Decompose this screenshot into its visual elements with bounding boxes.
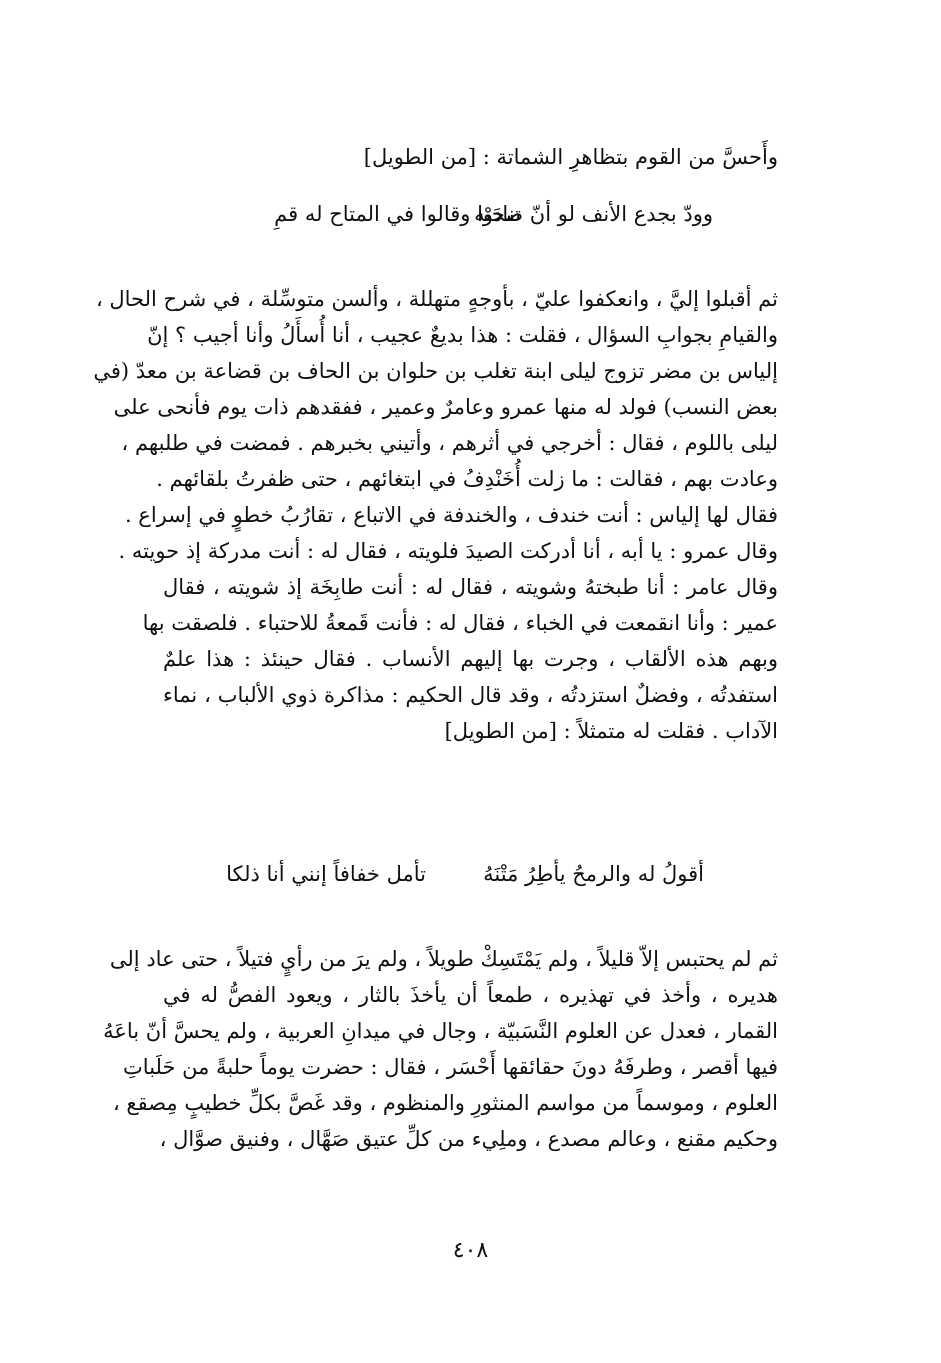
paragraph-1-line: ثم أقبلوا إليَّ ، وانعكفوا عليّ ، بأوجهٍ متهللة ، وألسن متوسِّلة ، في شرح الحال ،	[95, 287, 778, 311]
paragraph-1-line: إلياس بن مضر تزوج ليلى ابنة تغلب بن حلوان بن الحاف بن قضاعة بن معدّ (في	[93, 359, 778, 383]
paragraph-2-line: ثم لم يحتبس إلاّ قليلاً ، ولم يَمْتَسِكْ طويلاً ، ولم يرَ من رأيٍ فتيلاً ، حتى عاد إلى	[109, 947, 778, 971]
paragraph-1-line: وقال عامر : أنا طبختهُ وشويته ، فقال له : أنت طابِخَة إذ شويته ، فقال	[163, 575, 778, 599]
verse-1-first-hemistich: وودّ بجدع الأنف لو أنّ صحبه	[474, 202, 713, 226]
paragraph-2-line: هديره ، وأخذ في تهذيره ، طمعاً أن يأخذَ بالثار ، ويعود الفصُّ له في	[163, 983, 778, 1007]
verse-2-second-hemistich: تأمل خفافاً إنني أنا ذلكا	[226, 862, 426, 886]
paragraph-1-line: وقال عمرو : يا أبه ، أنا أدركت الصيدَ فلويته ، فقال له : أنت مدركة إذ حويته .	[118, 539, 778, 563]
paragraph-2-line: فيها أقصر ، وطرفَهُ دونَ حقائقها أَحْسَر ، فقال : حضرت يوماً حلبةً من حَلَباتِ	[123, 1055, 778, 1079]
paragraph-1-line: وبهم هذه الألقاب ، وجرت بها إليهم الأنساب . فقال حينئذ : هذا علمٌ	[163, 647, 778, 671]
paragraph-2-line: القمار ، فعدل عن العلوم النَّسَبيّة ، وجال في ميدانِ العربية ، ولم يحسَّ أنّ باعَهُ	[103, 1019, 778, 1043]
paragraph-1-line: وعادت بهم ، فقالت : ما زلت أُخَنْدِفُ في ابتغائهم ، حتى ظفرتُ بلقائهم .	[156, 467, 778, 491]
paragraph-1-line: والقيامِ بجوابِ السؤال ، فقلت : هذا بديعٌ عجيب ، أنا أُسأَلُ وأنا أجيب ؟ إنّ	[147, 323, 778, 347]
paragraph-1-line: عمير : وأنا انقمعت في الخباء ، فقال له : فأنت قَمعةُ للاحتباء . فلصقت بها	[142, 611, 778, 635]
paragraph-1-line: ليلى باللوم ، فقال : أخرجي في أثرهم ، وأتيني بخبرهم . فمضت في طلبهم ،	[121, 431, 778, 455]
intro-line: وأَحسَّ من القوم بتظاهرِ الشماتة : [من الطويل]	[363, 145, 778, 169]
paragraph-1-line: بعض النسب) فولد له منها عمرو وعامرٌ وعمير ، ففقدهم ذات يوم فأنحى على	[113, 395, 778, 419]
paragraph-2-line: وحكيم مقنع ، وعالم مصدع ، وملِيء من كلِّ عتيق صَهَّال ، وفنيق صوَّال ،	[159, 1127, 778, 1151]
verse-1-second-hemistich: تنادَوْا وقالوا في المتاح له قمِ	[274, 202, 521, 226]
paragraph-1-line: الآداب . فقلت له متمثلاً : [من الطويل]	[444, 719, 778, 743]
verse-2-first-hemistich: أقولُ له والرمحُ يأطِرُ مَتْنَهُ	[483, 862, 704, 886]
paragraph-1-line: استفدتُه ، وفضلٌ استزدتُه ، وقد قال الحكيم : مذاكرة ذوي الألباب ، نماء	[163, 683, 778, 707]
page-number: ٤٠٨	[452, 1238, 489, 1263]
paragraph-1-line: فقال لها إلياس : أنت خندف ، والخندفة في الاتباع ، تقارُبُ خطوٍ في إسراع .	[124, 503, 778, 527]
paragraph-2-line: العلوم ، وموسماً من مواسم المنثورِ والمنظوم ، وقد غَصَّ بكلِّ خطيبٍ مِصقع ،	[112, 1091, 778, 1115]
